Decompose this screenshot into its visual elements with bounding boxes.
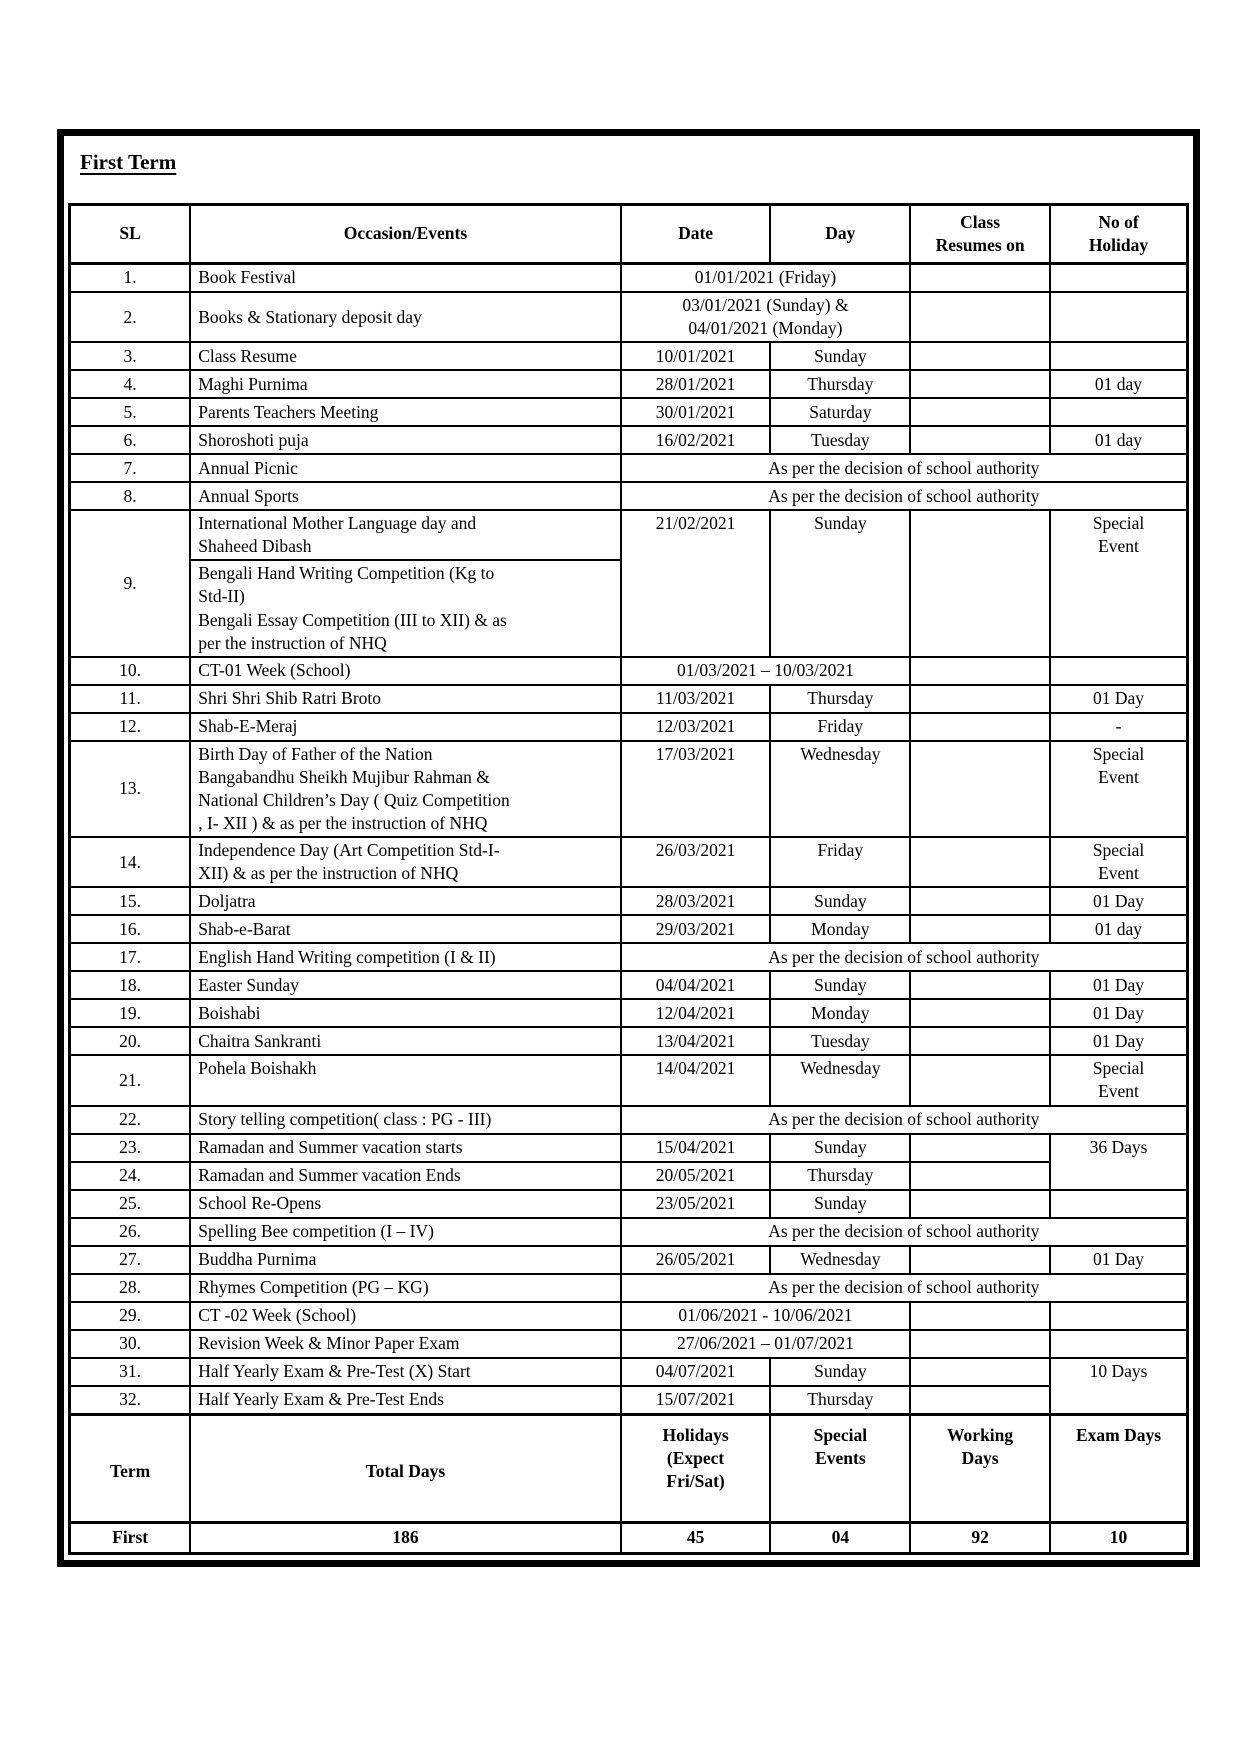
date-cell: Date	[621, 205, 771, 264]
date-cell: 16/02/2021	[621, 426, 771, 454]
day-cell: Sunday	[770, 1134, 910, 1162]
day-cell: Thursday	[770, 1386, 910, 1415]
table-row	[70, 1274, 1188, 1302]
table-row	[70, 1218, 1188, 1246]
sl-cell: 23.	[70, 1134, 191, 1162]
day-cell: Friday	[770, 713, 910, 741]
class-resumes-cell	[910, 1055, 1050, 1105]
occasion-cell: Occasion/Events	[190, 205, 620, 264]
occasion-cell: School Re-Opens	[190, 1190, 620, 1218]
table-row	[70, 1246, 1188, 1274]
holiday-cell: 01 Day	[1050, 685, 1188, 713]
date-cell: 26/05/2021	[621, 1246, 771, 1274]
table-row	[70, 741, 1188, 837]
table-row	[70, 370, 1188, 398]
occasion-cell: Shab-e-Barat	[190, 915, 620, 943]
holiday-cell: 01 Day	[1050, 887, 1188, 915]
occasion-cell: Half Yearly Exam & Pre-Test (X) Start	[190, 1358, 620, 1386]
date-cell: 26/03/2021	[621, 837, 771, 887]
day-cell: Wednesday	[770, 1055, 910, 1105]
class-resumes-cell	[910, 1358, 1050, 1386]
class-resumes-cell	[910, 999, 1050, 1027]
holiday-cell: -	[1050, 713, 1188, 741]
sl-cell: 32.	[70, 1386, 191, 1415]
holiday-cell: 10 Days	[1050, 1358, 1188, 1415]
date-cell: 29/03/2021	[621, 915, 771, 943]
holiday-cell: Special Event	[1050, 510, 1188, 657]
day-cell: Sunday	[770, 887, 910, 915]
class-resumes-cell	[910, 510, 1050, 657]
table-row	[70, 1055, 1188, 1105]
page-frame	[57, 129, 1200, 1567]
date-cell: Holidays (Expect Fri/Sat)	[621, 1414, 771, 1522]
page-title: First Term	[80, 150, 177, 174]
holiday-cell: No of Holiday	[1050, 205, 1188, 264]
class-resumes-cell	[910, 264, 1050, 293]
sl-cell: 17.	[70, 943, 191, 971]
day-cell: Sunday	[770, 342, 910, 370]
occasion-cell: English Hand Writing competition (I & II)	[190, 943, 620, 971]
sl-cell: 28.	[70, 1274, 191, 1302]
sl-cell: 26.	[70, 1218, 191, 1246]
table-row	[70, 510, 1188, 560]
class-resumes-cell	[910, 370, 1050, 398]
table-row	[70, 1162, 1188, 1190]
class-resumes-cell	[910, 292, 1050, 342]
sl-cell: 3.	[70, 342, 191, 370]
holiday-cell: 01 day	[1050, 915, 1188, 943]
table-body	[70, 264, 1188, 1554]
holiday-cell: 36 Days	[1050, 1134, 1188, 1190]
sl-cell: 13.	[70, 741, 191, 837]
sl-cell: SL	[70, 205, 191, 264]
date-range-cell: 01/01/2021 (Friday)	[621, 264, 911, 293]
table-row	[70, 1330, 1188, 1358]
class-resumes-cell	[910, 1246, 1050, 1274]
occasion-cell: Shoroshoti puja	[190, 426, 620, 454]
holiday-cell	[1050, 264, 1188, 293]
table-row	[70, 999, 1188, 1027]
class-resumes-cell	[910, 971, 1050, 999]
decision-cell: As per the decision of school authority	[621, 1274, 1188, 1302]
occasion-cell: Class Resume	[190, 342, 620, 370]
date-cell: 11/03/2021	[621, 685, 771, 713]
table-row	[70, 1358, 1188, 1386]
table-row	[70, 1027, 1188, 1055]
sl-cell: 11.	[70, 685, 191, 713]
occasion-cell: Shri Shri Shib Ratri Broto	[190, 685, 620, 713]
holiday-cell: 10	[1050, 1522, 1188, 1553]
date-cell: 10/01/2021	[621, 342, 771, 370]
occasion-cell: Books & Stationary deposit day	[190, 292, 620, 342]
table-row	[70, 482, 1188, 510]
summary-values-row	[70, 1522, 1188, 1553]
class-resumes-cell	[910, 837, 1050, 887]
table-row	[70, 837, 1188, 887]
occasion-cell: Annual Sports	[190, 482, 620, 510]
sl-cell: First	[70, 1522, 191, 1553]
holiday-cell	[1050, 1302, 1188, 1330]
occasion-cell: Book Festival	[190, 264, 620, 293]
table-row	[70, 713, 1188, 741]
day-cell: Thursday	[770, 370, 910, 398]
day-cell: Tuesday	[770, 426, 910, 454]
sl-cell: 30.	[70, 1330, 191, 1358]
class-resumes-cell	[910, 1162, 1050, 1190]
holiday-cell: 01 day	[1050, 370, 1188, 398]
holiday-cell: 01 Day	[1050, 1027, 1188, 1055]
occasion-cell: 186	[190, 1522, 620, 1553]
occasion-cell: CT-01 Week (School)	[190, 657, 620, 685]
date-cell: 23/05/2021	[621, 1190, 771, 1218]
day-cell: Sunday	[770, 1190, 910, 1218]
sl-cell: 10.	[70, 657, 191, 685]
holiday-cell	[1050, 657, 1188, 685]
holiday-cell: 01 Day	[1050, 971, 1188, 999]
class-resumes-cell	[910, 1302, 1050, 1330]
sl-cell: 21.	[70, 1055, 191, 1105]
day-cell: Monday	[770, 999, 910, 1027]
date-cell: 30/01/2021	[621, 398, 771, 426]
class-resumes-cell: Working Days	[910, 1414, 1050, 1522]
class-resumes-cell	[910, 1190, 1050, 1218]
day-cell: Wednesday	[770, 741, 910, 837]
holiday-cell	[1050, 342, 1188, 370]
day-cell: Tuesday	[770, 1027, 910, 1055]
date-cell: 15/04/2021	[621, 1134, 771, 1162]
table-row	[70, 1134, 1188, 1162]
occasion-cell: Maghi Purnima	[190, 370, 620, 398]
date-cell: 12/04/2021	[621, 999, 771, 1027]
sl-cell: 24.	[70, 1162, 191, 1190]
class-resumes-cell	[910, 426, 1050, 454]
date-cell: 04/04/2021	[621, 971, 771, 999]
occasion-cell: Pohela Boishakh	[190, 1055, 620, 1105]
table-row	[70, 1106, 1188, 1134]
table-row	[70, 887, 1188, 915]
sl-cell: 12.	[70, 713, 191, 741]
date-cell: 12/03/2021	[621, 713, 771, 741]
date-range-cell: 01/06/2021 - 10/06/2021	[621, 1302, 911, 1330]
occasion-cell: Spelling Bee competition (I – IV)	[190, 1218, 620, 1246]
sl-cell: Term	[70, 1414, 191, 1522]
date-cell: 20/05/2021	[621, 1162, 771, 1190]
day-cell: Thursday	[770, 1162, 910, 1190]
occasion-cell: Story telling competition( class : PG - III)	[190, 1106, 620, 1134]
class-resumes-cell: 92	[910, 1522, 1050, 1553]
day-cell: Sunday	[770, 1358, 910, 1386]
header-row	[70, 205, 1188, 264]
class-resumes-cell	[910, 1027, 1050, 1055]
occasion-cell: Boishabi	[190, 999, 620, 1027]
table-row	[70, 454, 1188, 482]
decision-cell: As per the decision of school authority	[621, 482, 1188, 510]
holiday-cell	[1050, 1330, 1188, 1358]
date-cell: 15/07/2021	[621, 1386, 771, 1415]
holiday-cell: Special Event	[1050, 837, 1188, 887]
sl-cell: 16.	[70, 915, 191, 943]
occasion-cell: Bengali Hand Writing Competition (Kg to Std-II) Bengali Essay Competition (III to XII) & as per the instruction of NHQ	[190, 560, 620, 656]
table-row	[70, 1302, 1188, 1330]
date-cell: 14/04/2021	[621, 1055, 771, 1105]
date-cell: 04/07/2021	[621, 1358, 771, 1386]
date-range-cell: 03/01/2021 (Sunday) & 04/01/2021 (Monday)	[621, 292, 911, 342]
sl-cell: 15.	[70, 887, 191, 915]
date-cell: 45	[621, 1522, 771, 1553]
occasion-cell: Annual Picnic	[190, 454, 620, 482]
occasion-cell: Shab-E-Meraj	[190, 713, 620, 741]
sl-cell: 7.	[70, 454, 191, 482]
table-row	[70, 943, 1188, 971]
table-row	[70, 1190, 1188, 1218]
day-cell: 04	[770, 1522, 910, 1553]
occasion-cell: International Mother Language day and Shaheed Dibash	[190, 510, 620, 560]
sl-cell: 25.	[70, 1190, 191, 1218]
table-row	[70, 971, 1188, 999]
occasion-cell: Rhymes Competition (PG – KG)	[190, 1274, 620, 1302]
sl-cell: 1.	[70, 264, 191, 293]
occasion-cell: Doljatra	[190, 887, 620, 915]
class-resumes-cell	[910, 887, 1050, 915]
occasion-cell: Birth Day of Father of the Nation Bangabandhu Sheikh Mujibur Rahman & National Children’s Day ( Quiz Competition , I- XII ) & as per the instruction of NHQ	[190, 741, 620, 837]
day-cell: Monday	[770, 915, 910, 943]
table-row	[70, 1386, 1188, 1415]
occasion-cell: Ramadan and Summer vacation starts	[190, 1134, 620, 1162]
sl-cell: 22.	[70, 1106, 191, 1134]
occasion-cell: Parents Teachers Meeting	[190, 398, 620, 426]
day-cell: Saturday	[770, 398, 910, 426]
occasion-cell: Chaitra Sankranti	[190, 1027, 620, 1055]
class-resumes-cell	[910, 915, 1050, 943]
decision-cell: As per the decision of school authority	[621, 943, 1188, 971]
occasion-cell: Independence Day (Art Competition Std-I- XII) & as per the instruction of NHQ	[190, 837, 620, 887]
sl-cell: 19.	[70, 999, 191, 1027]
class-resumes-cell	[910, 398, 1050, 426]
sl-cell: 6.	[70, 426, 191, 454]
holiday-cell: Exam Days	[1050, 1414, 1188, 1522]
holiday-cell	[1050, 1190, 1188, 1218]
sl-cell: 20.	[70, 1027, 191, 1055]
occasion-cell: Total Days	[190, 1414, 620, 1522]
sl-cell: 8.	[70, 482, 191, 510]
day-cell: Friday	[770, 837, 910, 887]
class-resumes-cell	[910, 685, 1050, 713]
day-cell: Wednesday	[770, 1246, 910, 1274]
day-cell: Day	[770, 205, 910, 264]
class-resumes-cell	[910, 1330, 1050, 1358]
table-row	[70, 426, 1188, 454]
day-cell: Sunday	[770, 971, 910, 999]
sl-cell: 18.	[70, 971, 191, 999]
sl-cell: 9.	[70, 510, 191, 657]
table-row	[70, 915, 1188, 943]
decision-cell: As per the decision of school authority	[621, 1218, 1188, 1246]
class-resumes-cell	[910, 741, 1050, 837]
sl-cell: 4.	[70, 370, 191, 398]
sl-cell: 5.	[70, 398, 191, 426]
holiday-cell: 01 Day	[1050, 999, 1188, 1027]
date-cell: 21/02/2021	[621, 510, 771, 657]
holiday-cell: Special Event	[1050, 741, 1188, 837]
holiday-cell	[1050, 292, 1188, 342]
date-range-cell: 27/06/2021 – 01/07/2021	[621, 1330, 911, 1358]
class-resumes-cell	[910, 713, 1050, 741]
decision-cell: As per the decision of school authority	[621, 454, 1188, 482]
class-resumes-cell	[910, 1134, 1050, 1162]
holiday-cell: 01 day	[1050, 426, 1188, 454]
table-row	[70, 657, 1188, 685]
table-row	[70, 398, 1188, 426]
decision-cell: As per the decision of school authority	[621, 1106, 1188, 1134]
date-cell: 28/01/2021	[621, 370, 771, 398]
day-cell: Thursday	[770, 685, 910, 713]
table-row	[70, 342, 1188, 370]
occasion-cell: Revision Week & Minor Paper Exam	[190, 1330, 620, 1358]
day-cell: Sunday	[770, 510, 910, 657]
holiday-cell: 01 Day	[1050, 1246, 1188, 1274]
sl-cell: 2.	[70, 292, 191, 342]
table-row	[70, 264, 1188, 293]
sl-cell: 31.	[70, 1358, 191, 1386]
table-row	[70, 292, 1188, 342]
date-cell: 28/03/2021	[621, 887, 771, 915]
first-term-table	[68, 203, 1189, 1555]
class-resumes-cell: Class Resumes on	[910, 205, 1050, 264]
summary-header-row	[70, 1414, 1188, 1522]
table-row	[70, 685, 1188, 713]
table-header	[70, 205, 1188, 264]
date-range-cell: 01/03/2021 – 10/03/2021	[621, 657, 911, 685]
sl-cell: 14.	[70, 837, 191, 887]
holiday-cell: Special Event	[1050, 1055, 1188, 1105]
class-resumes-cell	[910, 342, 1050, 370]
occasion-cell: Ramadan and Summer vacation Ends	[190, 1162, 620, 1190]
sl-cell: 27.	[70, 1246, 191, 1274]
occasion-cell: Half Yearly Exam & Pre-Test Ends	[190, 1386, 620, 1415]
holiday-cell	[1050, 398, 1188, 426]
day-cell: Special Events	[770, 1414, 910, 1522]
class-resumes-cell	[910, 1386, 1050, 1415]
occasion-cell: Buddha Purnima	[190, 1246, 620, 1274]
class-resumes-cell	[910, 657, 1050, 685]
date-cell: 17/03/2021	[621, 741, 771, 837]
occasion-cell: Easter Sunday	[190, 971, 620, 999]
sl-cell: 29.	[70, 1302, 191, 1330]
occasion-cell: CT -02 Week (School)	[190, 1302, 620, 1330]
date-cell: 13/04/2021	[621, 1027, 771, 1055]
